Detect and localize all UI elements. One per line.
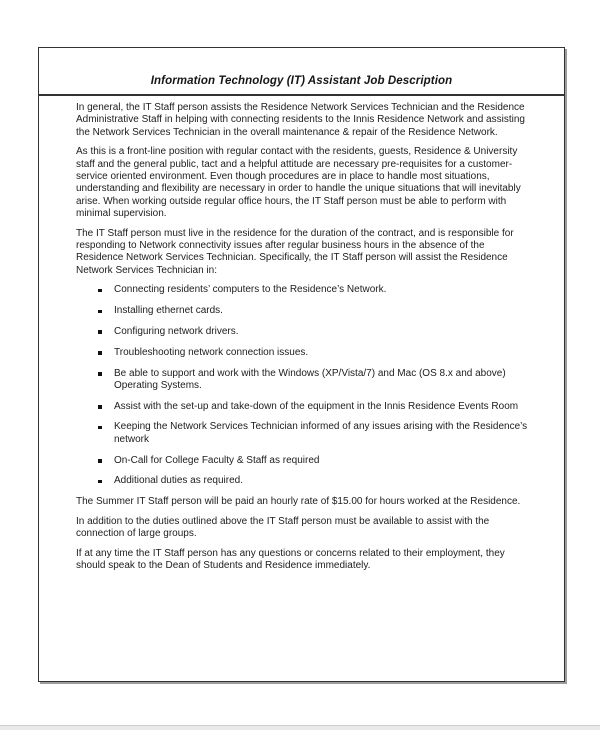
- square-bullet-icon: [98, 310, 102, 314]
- list-item-text: Keeping the Network Services Technician informed of any issues arising with the Residence’s network: [114, 421, 528, 445]
- list-item-text: Troubleshooting network connection issues.: [114, 346, 309, 358]
- list-item-text: Configuring network drivers.: [114, 325, 239, 337]
- list-item: [98, 421, 529, 446]
- list-item: [98, 347, 529, 359]
- paragraph: If at any time the IT Staff person has any questions or concerns related to their employment, they should speak to the Dean of Students and Residence immediately.: [76, 548, 505, 572]
- list-item-text: Connecting residents’ computers to the Residence’s Network.: [114, 284, 387, 296]
- document-title-row: [39, 48, 564, 96]
- square-bullet-icon: [98, 426, 102, 430]
- duties-list: [76, 284, 529, 487]
- document-body: [39, 96, 564, 573]
- square-bullet-icon: [98, 351, 102, 355]
- square-bullet-icon: [98, 330, 102, 334]
- square-bullet-icon: [98, 372, 102, 376]
- paragraph: In addition to the duties outlined above the IT Staff person must be available to assist with the connection of large groups.: [76, 515, 490, 540]
- square-bullet-icon: [98, 459, 102, 463]
- paragraph: In general, the IT Staff person assists the Residence Network Services Technician and the Residence Administrative Staff in helping with connecting residents to the Innis Residence Network and assisting the Network Services Technician in the overall maintenance & repair of the Residence Network.: [76, 102, 525, 138]
- intro-paragraphs: [76, 102, 529, 277]
- paragraph: As this is a front-line position with regular contact with the residents, guests, Residence & University staff and the general public, tact and a helpful attitude are necessary pre-requisites for a customer-service oriented environment. Even though procedures are in place to handle most situations, understanding and flexibility are necessary in order to handle the unique situations that will inevitably arise. When working outside regular office hours, the IT Staff person must be able to perform with minimal supervision.: [76, 146, 521, 219]
- square-bullet-icon: [98, 480, 102, 484]
- list-item: [98, 455, 529, 467]
- list-item-text: Installing ethernet cards.: [114, 305, 223, 317]
- list-item: [98, 475, 529, 487]
- square-bullet-icon: [98, 289, 102, 293]
- paragraph: The Summer IT Staff person will be paid an hourly rate of $15.00 for hours worked at the Residence.: [76, 496, 521, 508]
- outro-paragraphs: [76, 496, 529, 572]
- document-frame: [38, 47, 565, 682]
- document-title: Information Technology (IT) Assistant Job Description: [150, 75, 453, 87]
- list-item: [98, 326, 529, 338]
- list-item: [98, 284, 529, 296]
- list-item: [98, 401, 529, 413]
- list-item-text: Additional duties as required.: [114, 475, 243, 487]
- list-item: [98, 305, 529, 317]
- list-item-text: Be able to support and work with the Windows (XP/Vista/7) and Mac (OS 8.x and above) Operating Systems.: [114, 367, 506, 391]
- list-item-text: On-Call for College Faculty & Staff as required: [114, 454, 320, 466]
- list-item: [98, 368, 529, 393]
- page-edge-strip: [0, 725, 600, 730]
- list-item-text: Assist with the set-up and take-down of the equipment in the Innis Residence Events Room: [114, 400, 519, 412]
- square-bullet-icon: [98, 405, 102, 409]
- paragraph: The IT Staff person must live in the residence for the duration of the contract, and is responsible for responding to Network connectivity issues after regular business hours in the absence of the Residence Network Services Technician. Specifically, the IT Staff person will assist the Residence Network Services Technician in:: [76, 227, 514, 276]
